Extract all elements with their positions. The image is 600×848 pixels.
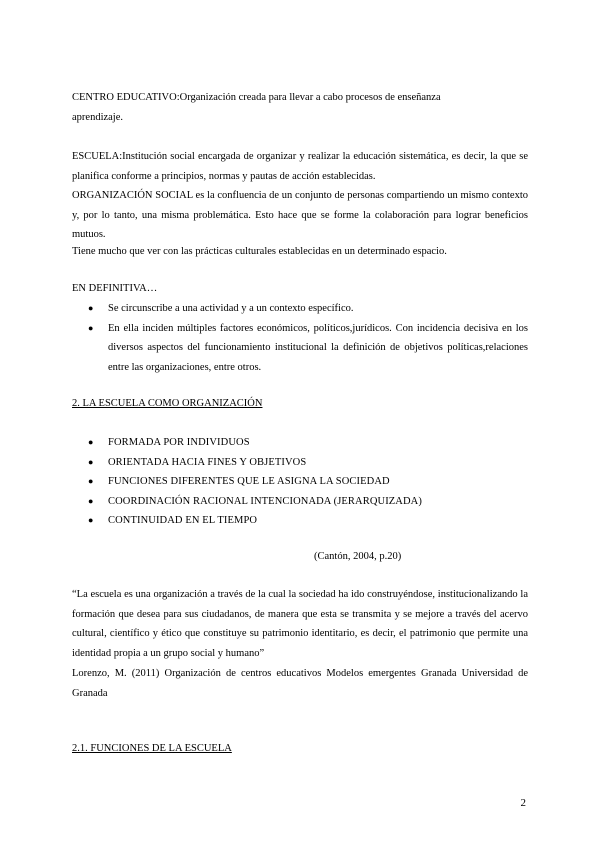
list-item: ● ORIENTADA HACIA FINES Y OBJETIVOS (88, 453, 528, 473)
centro-educativo-line2: aprendizaje. (72, 112, 124, 123)
en-definitiva-heading: EN DEFINITIVA… (72, 283, 158, 294)
bullet-icon: ● (88, 515, 94, 525)
quote-text: “La escuela es una organización a través de la cual la sociedad ha ido construyéndose, institucionalizando la formación que desea para sus ciudadanos, de manera que esta se transmita y se mejore a través del acervo cultural, científico y ético que constituye su patrimonio identitario, es decir, el patrimonio que permite una identidad propia a un grupo social y humano” (72, 589, 528, 659)
reference-text: Lorenzo, M. (2011) Organización de centros educativos Modelos emergentes Granada Universidad de Granada (72, 668, 528, 699)
bullet-icon: ● (88, 456, 94, 467)
list-item: ● Se circunscribe a una actividad y a un contexto específico. (88, 299, 528, 319)
page-number: 2 (520, 797, 526, 809)
bullet-icon: ● (88, 476, 94, 486)
centro-educativo-line1: CENTRO EDUCATIVO:Organización creada para llevar a cabo procesos de enseñanza (72, 92, 441, 103)
list-item: ● FORMADA POR INDIVIDUOS (88, 433, 528, 453)
list-item: ● COORDINACIÓN RACIONAL INTENCIONADA (JERARQUIZADA) (88, 492, 528, 512)
en-definitiva-list (88, 299, 528, 377)
list-item: ● En ella inciden múltiples factores económicos, políticos,jurídicos. Con incidencia decisiva en los diversos aspectos del funcionamiento institucional la definición de objetivos políticas,relaciones entre las organizaciones, entre otros. (88, 319, 528, 378)
bullet-icon: ● (88, 303, 94, 313)
citation: (Cantón, 2004, p.20) (314, 551, 402, 562)
section-2-list (88, 433, 528, 531)
list-item: ● FUNCIONES DIFERENTES QUE LE ASIGNA LA SOCIEDAD (88, 472, 528, 492)
bullet-icon: ● (88, 495, 94, 506)
section-2-heading: 2. LA ESCUELA COMO ORGANIZACIÓN (72, 398, 263, 409)
practicas-culturales-text: Tiene mucho que ver con las prácticas culturales establecidas en un determinado espacio. (72, 246, 447, 257)
bullet-icon: ● (88, 322, 94, 333)
bullet-icon: ● (88, 437, 94, 447)
escuela-definition: ESCUELA:Institución social encargada de organizar y realizar la educación sistemática, es decir, la que se planifica conforme a principios, normas y pautas de acción establecidas. (72, 151, 528, 182)
section-2-1-heading: 2.1. FUNCIONES DE LA ESCUELA (72, 743, 232, 754)
list-item: ● CONTINUIDAD EN EL TIEMPO (88, 511, 528, 531)
organizacion-social-definition: ORGANIZACIÓN SOCIAL es la confluencia de un conjunto de personas compartiendo un mismo contexto y, por lo tanto, una misma problemática. Esto hace que se forme la colaboración para lograr beneficios mutuos. (72, 190, 528, 240)
